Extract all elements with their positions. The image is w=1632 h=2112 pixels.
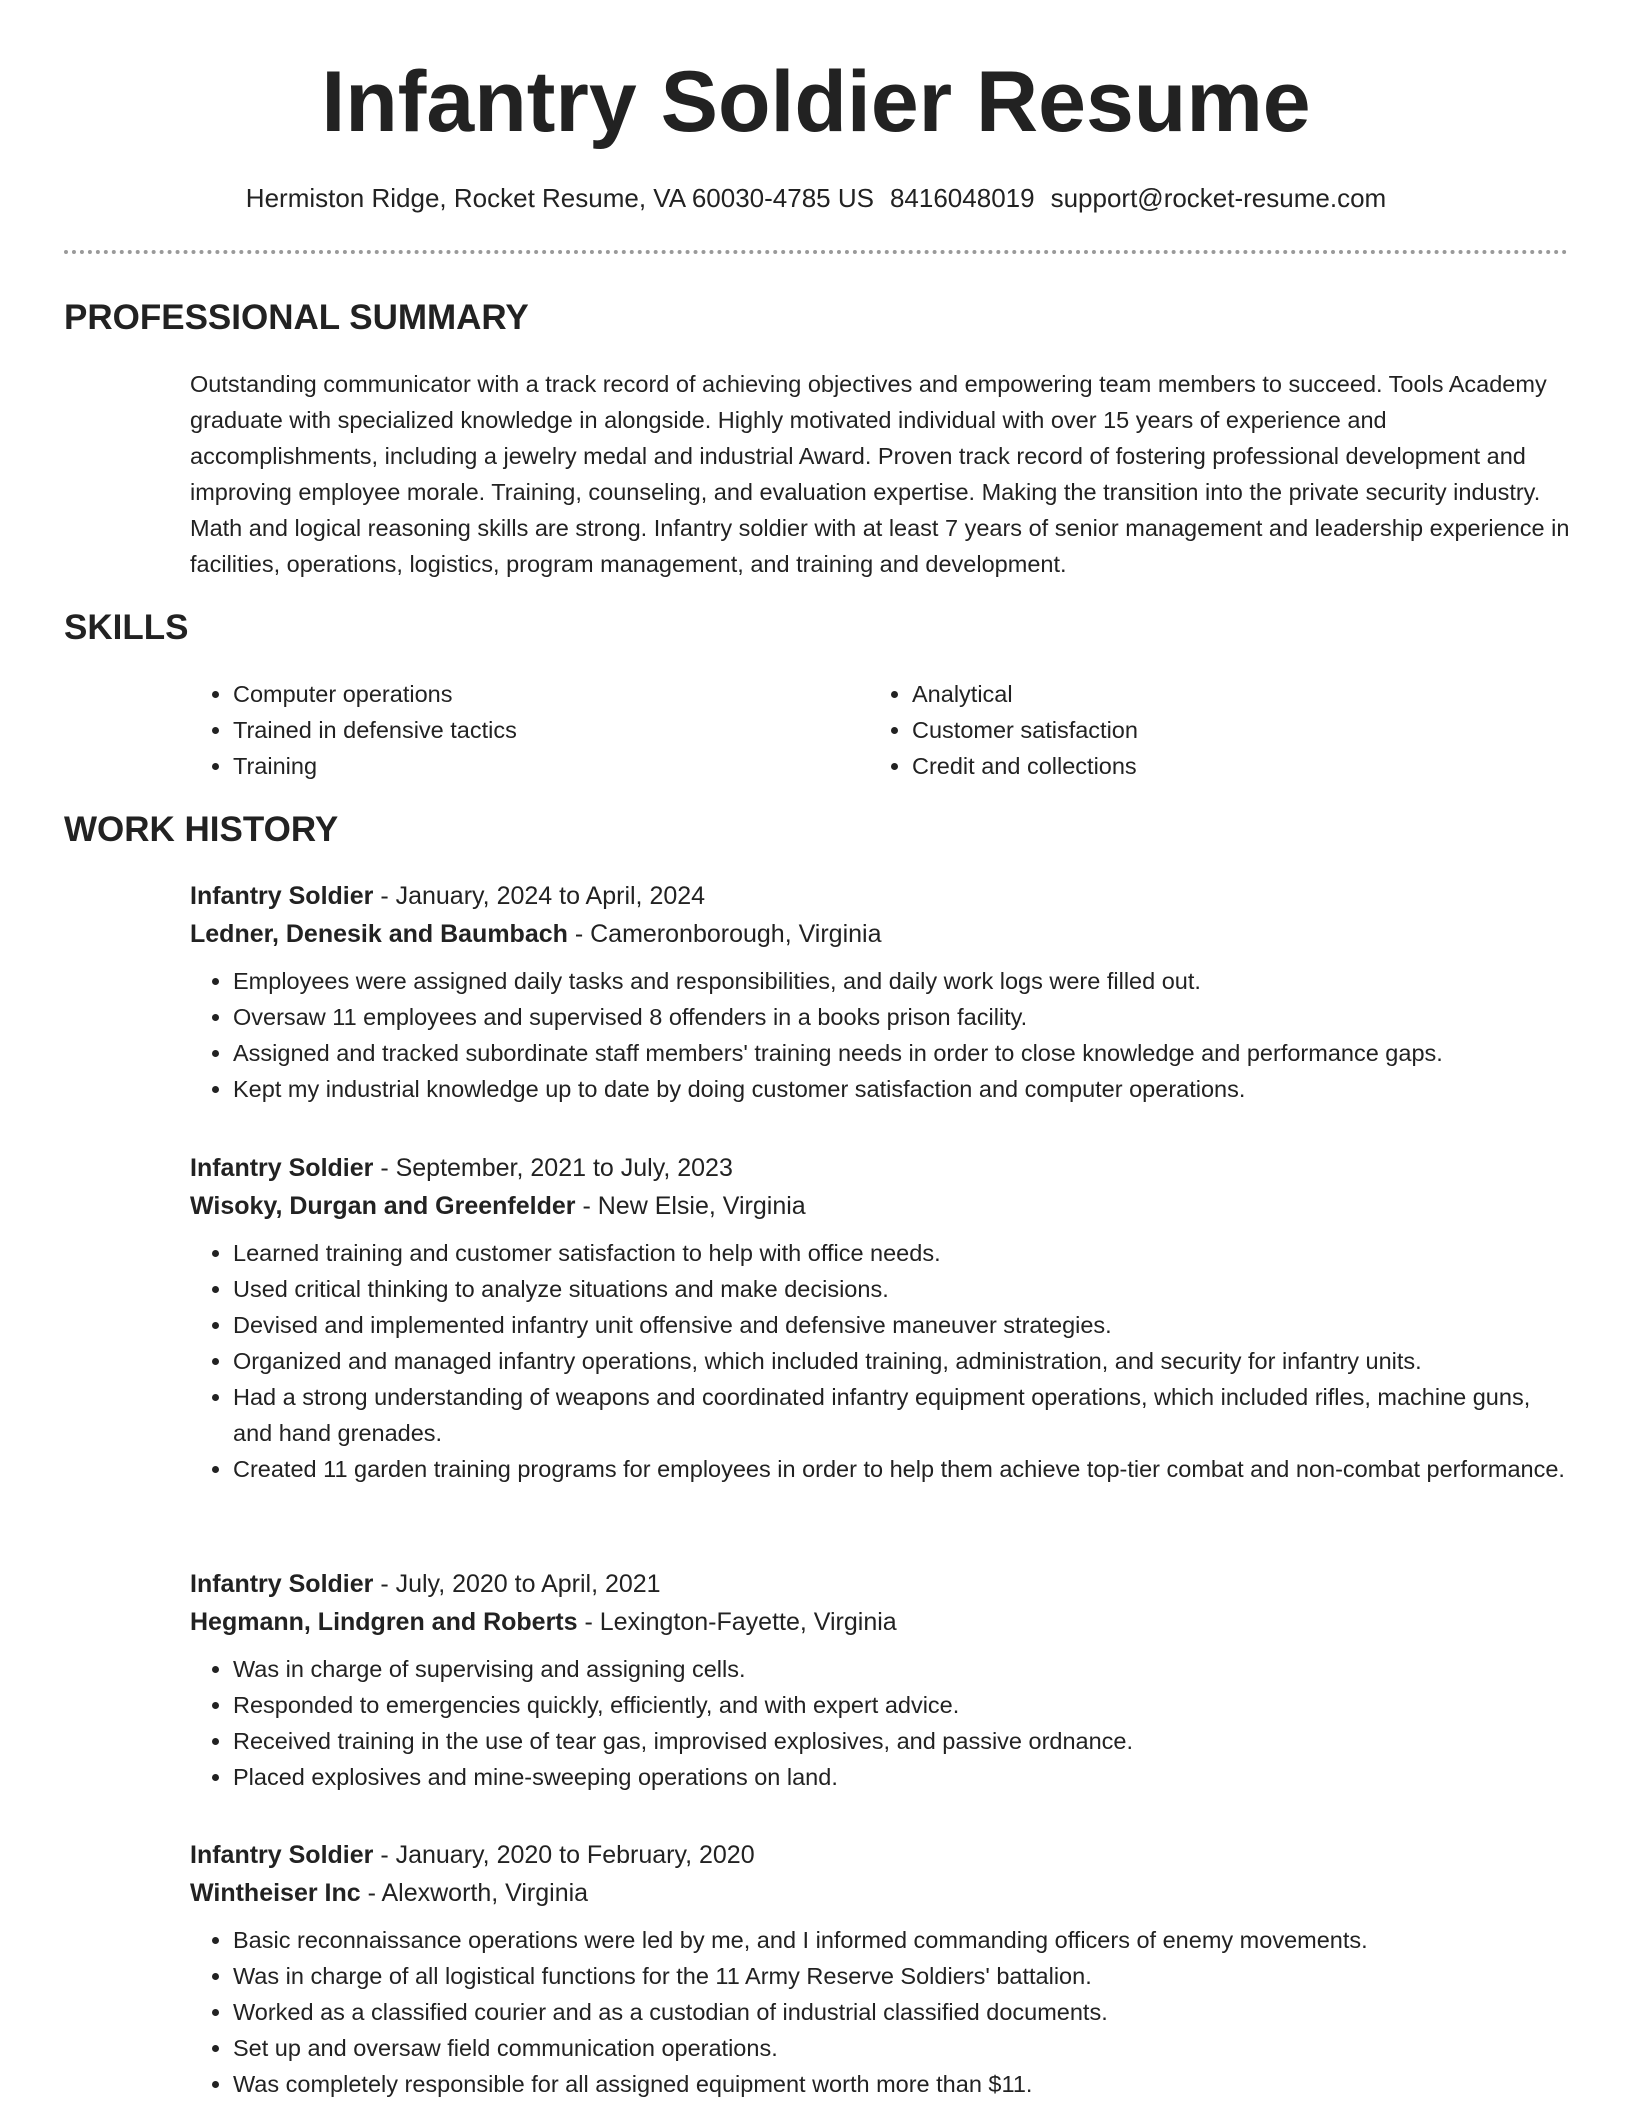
job-bullet: • Devised and implemented infantry unit offensive and defensive maneuver strategies. [233, 1307, 1570, 1343]
job-bullet: • Was in charge of all logistical functions for the 11 Army Reserve Soldiers' battalion. [233, 1958, 1570, 1994]
job-title: Infantry Soldier [190, 1570, 374, 1598]
job-bullet: • Assigned and tracked subordinate staff members' training needs in order to close knowledge and performance gaps. [233, 1035, 1570, 1071]
skills-heading: SKILLS [64, 608, 189, 647]
job-company: Ledner, Denesik and Baumbach [190, 920, 568, 948]
summary-text: Outstanding communicator with a track record of achieving objectives and empowering team members to succeed. Tools Academy graduate with specialized knowledge in alongside. Highly motivated individual with over 15 years of experience and accomplishments, including a jewelry medal and industrial Award. Proven track record of fostering professional development and improving employee morale. Training, counseling, and evaluation expertise. Making the transition into the private security industry. Math and logical reasoning skills are strong. Infantry soldier with at least 7 years of senior management and leadership experience in facilities, operations, logistics, program management, and training and development. [190, 371, 1570, 577]
job-title-line [190, 877, 1570, 915]
job-company: Hegmann, Lindgren and Roberts [190, 1608, 578, 1636]
job-title-line [190, 1836, 1570, 1874]
job-entry [190, 1149, 1570, 1487]
job-dates: - January, 2024 to April, 2024 [373, 882, 706, 910]
job-company: Wintheiser Inc [190, 1879, 361, 1907]
skill-item: • Computer operations [233, 676, 517, 712]
job-bullet: • Received training in the use of tear gas, improvised explosives, and passive ordnance. [233, 1723, 1570, 1759]
job-title: Infantry Soldier [190, 1154, 374, 1182]
job-entry [190, 1836, 1570, 2102]
job-bullet: • Employees were assigned daily tasks and responsibilities, and daily work logs were filled out. [233, 963, 1570, 999]
skill-item: • Customer satisfaction [912, 712, 1138, 748]
job-bullet: • Was in charge of supervising and assigning cells. [233, 1651, 1570, 1687]
job-location: - New Elsie, Virginia [575, 1192, 806, 1220]
job-bullets [190, 1235, 1570, 1487]
job-bullet: • Worked as a classified courier and as a custodian of industrial classified documents. [233, 1994, 1570, 2030]
job-location: - Lexington-Fayette, Virginia [577, 1608, 897, 1636]
skills-list-right [869, 676, 1138, 784]
job-bullets [190, 963, 1570, 1107]
job-bullet: • Used critical thinking to analyze situations and make decisions. [233, 1271, 1570, 1307]
resume-title: Infantry Soldier Resume [321, 54, 1311, 150]
job-company: Wisoky, Durgan and Greenfelder [190, 1192, 576, 1220]
contact-address: Hermiston Ridge, Rocket Resume, VA 60030-4785 US [245, 183, 874, 213]
job-bullet: • Basic reconnaissance operations were led by me, and I informed commanding officers of enemy movements. [233, 1922, 1570, 1958]
header-divider [64, 250, 1568, 254]
work-history-heading: WORK HISTORY [64, 810, 339, 849]
job-company-line [190, 1603, 1570, 1641]
job-title-line [190, 1565, 1570, 1603]
job-title: Infantry Soldier [190, 1841, 374, 1869]
skill-item: • Trained in defensive tactics [233, 712, 517, 748]
job-bullet: • Set up and oversaw field communication operations. [233, 2030, 1570, 2066]
job-bullet: • Oversaw 11 employees and supervised 8 offenders in a books prison facility. [233, 999, 1570, 1035]
job-entry [190, 877, 1570, 1107]
job-bullets [190, 1922, 1570, 2102]
job-bullet: • Organized and managed infantry operations, which included training, administration, and security for infantry units. [233, 1343, 1570, 1379]
job-location: - Cameronborough, Virginia [567, 920, 882, 948]
skills-list-left [190, 676, 517, 784]
job-bullet: • Had a strong understanding of weapons and coordinated infantry equipment operations, which included rifles, machine guns, and hand grenades. [233, 1379, 1570, 1451]
job-title: Infantry Soldier [190, 882, 374, 910]
job-company-line [190, 1187, 1570, 1225]
job-company-line [190, 1874, 1570, 1912]
job-company-line [190, 915, 1570, 953]
job-entry [190, 1565, 1570, 1795]
summary-heading: PROFESSIONAL SUMMARY [64, 298, 529, 337]
contact-email: support@rocket-resume.com [1050, 183, 1387, 213]
job-bullet: • Placed explosives and mine-sweeping operations on land. [233, 1759, 1570, 1795]
job-bullet: • Was completely responsible for all assigned equipment worth more than $11. [233, 2066, 1570, 2102]
contact-phone: 8416048019 [889, 183, 1035, 213]
job-location: - Alexworth, Virginia [360, 1879, 589, 1907]
job-dates: - July, 2020 to April, 2021 [373, 1570, 661, 1598]
skill-item: • Analytical [912, 676, 1138, 712]
job-bullet: • Created 11 garden training programs for employees in order to help them achieve top-tier combat and non-combat performance. [233, 1451, 1570, 1487]
job-bullet: • Kept my industrial knowledge up to date by doing customer satisfaction and computer operations. [233, 1071, 1570, 1107]
skill-item: • Credit and collections [912, 748, 1138, 784]
skill-item: • Training [233, 748, 517, 784]
job-bullets [190, 1651, 1570, 1795]
job-dates: - January, 2020 to February, 2020 [373, 1841, 755, 1869]
contact-line [0, 181, 1632, 215]
job-title-line [190, 1149, 1570, 1187]
job-bullet: • Learned training and customer satisfaction to help with office needs. [233, 1235, 1570, 1271]
job-dates: - September, 2021 to July, 2023 [373, 1154, 733, 1182]
job-bullet: • Responded to emergencies quickly, efficiently, and with expert advice. [233, 1687, 1570, 1723]
